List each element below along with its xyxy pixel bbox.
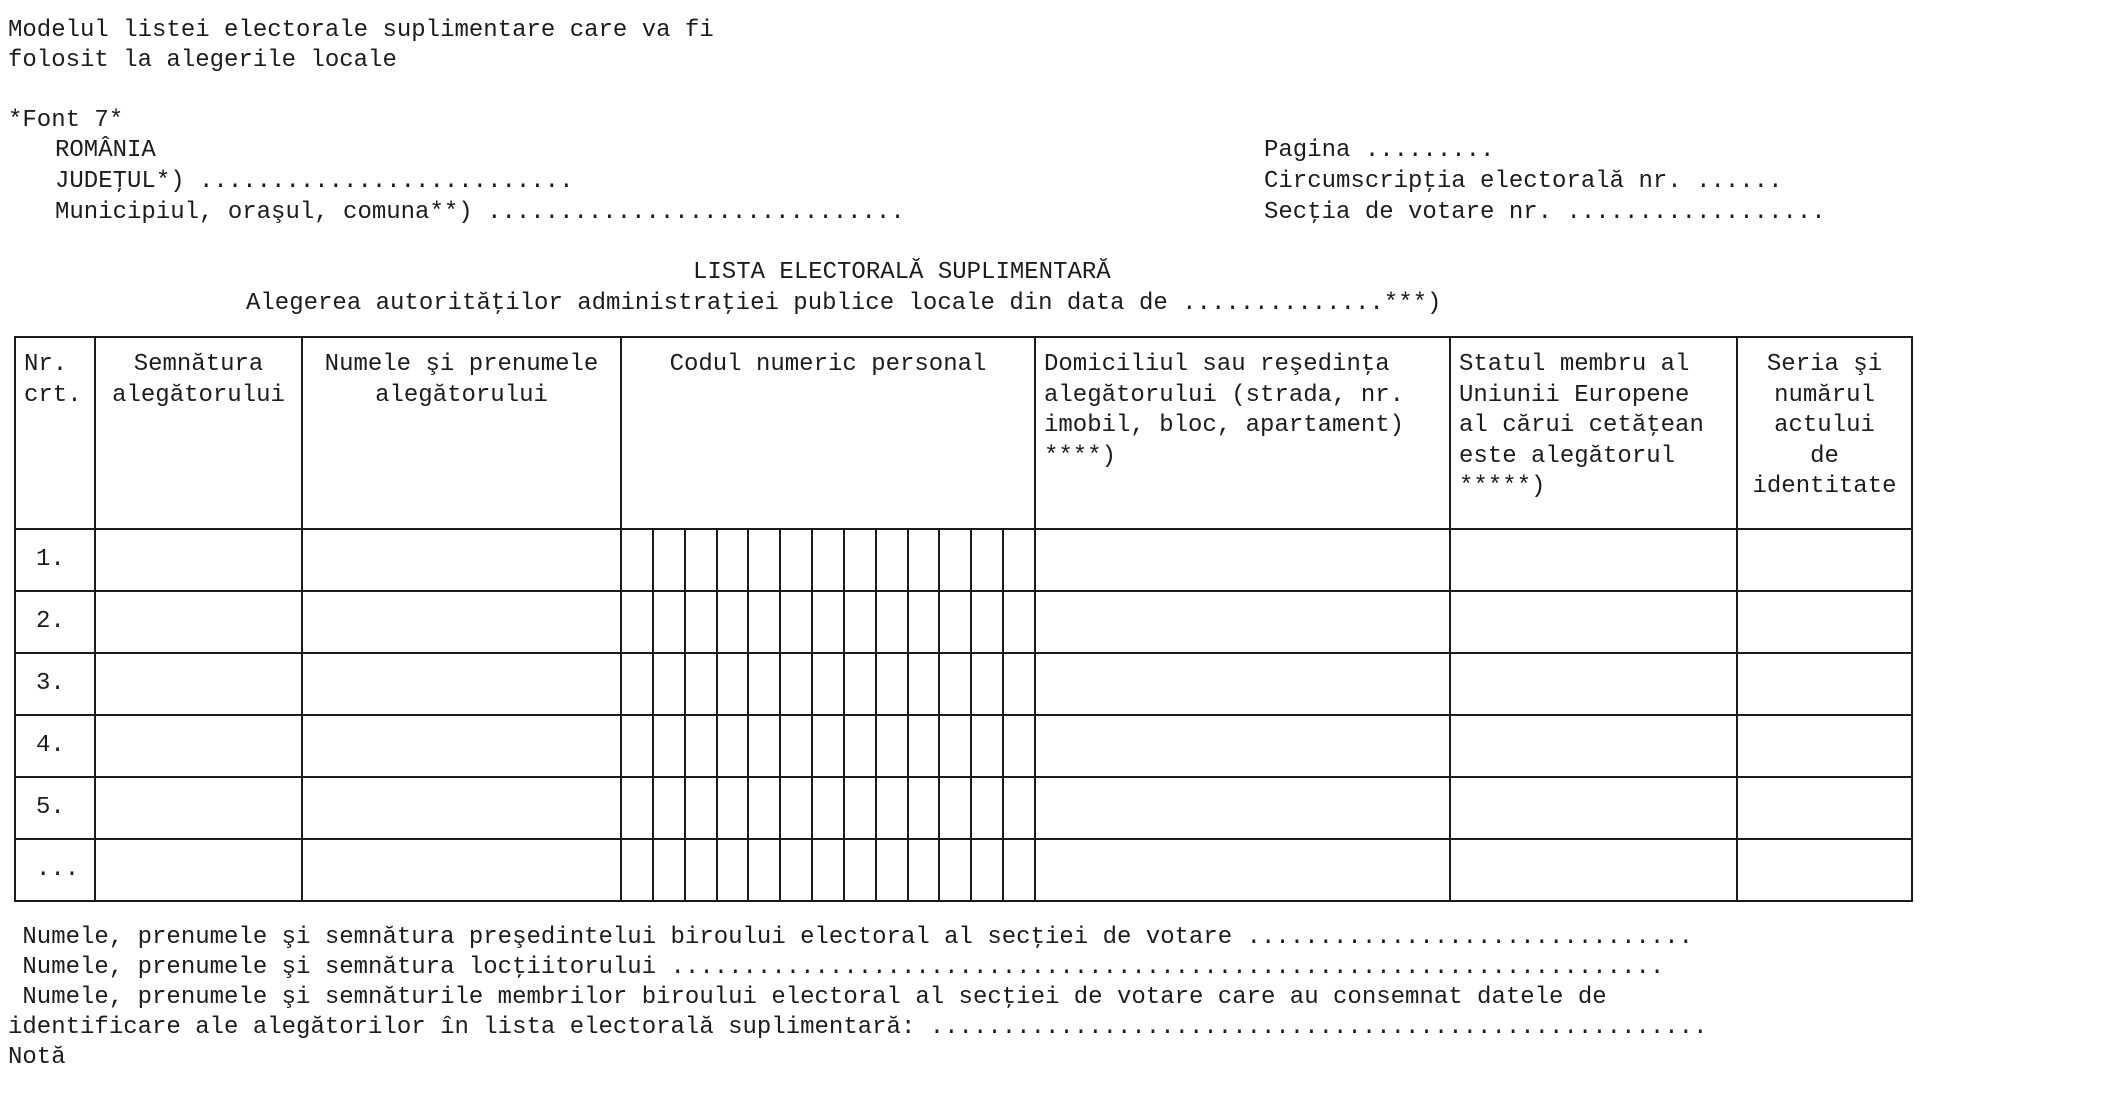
cnp-digit-box: [749, 530, 781, 590]
cnp-digit-box: [718, 716, 750, 776]
cnp-digit-box: [813, 654, 845, 714]
cnp-digit-row: [622, 840, 1034, 900]
column-header-name: [302, 337, 621, 529]
row-number: ...: [15, 839, 95, 901]
column-header-address: [1035, 337, 1450, 529]
eu-state-cell: [1450, 839, 1737, 901]
cnp-digit-row: [622, 716, 1034, 776]
column-header-line: Codul numeric personal: [669, 351, 987, 378]
cnp-digit-box: [940, 592, 972, 652]
name-cell: [302, 839, 621, 901]
row-number: 1.: [15, 529, 95, 591]
cnp-digit-box: [781, 530, 813, 590]
cnp-digit-box: [749, 654, 781, 714]
cnp-digit-box: [718, 840, 750, 900]
country-label: ROMÂNIA: [55, 137, 156, 164]
column-header-line: actului: [1774, 412, 1875, 439]
signature-cell: [95, 777, 302, 839]
cnp-digit-box: [686, 592, 718, 652]
column-header-line: alegătorului (strada, nr.: [1044, 381, 1405, 409]
footer-members-signature-cont: identificare ale alegătorilor în lista electorală suplimentară: ......................................................: [8, 1014, 1708, 1041]
cnp-digit-box: [749, 778, 781, 838]
address-cell: [1035, 715, 1450, 777]
cnp-digit-box: [622, 716, 654, 776]
column-header-line: Uniunii Europene: [1459, 381, 1690, 409]
table-row: [15, 591, 1912, 653]
cnp-digit-box: [654, 778, 686, 838]
cnp-digit-row: [622, 530, 1034, 590]
cnp-digit-box: [940, 840, 972, 900]
cnp-digit-box: [749, 840, 781, 900]
signature-cell: [95, 591, 302, 653]
column-header-line: numărul: [1774, 381, 1875, 409]
column-header-eu-state: [1450, 337, 1737, 529]
cnp-digit-box: [972, 654, 1004, 714]
cnp-digit-box: [686, 716, 718, 776]
cnp-digit-box: [877, 716, 909, 776]
cnp-digit-box: [972, 592, 1004, 652]
name-cell: [302, 715, 621, 777]
cnp-digit-box: [622, 530, 654, 590]
cnp-digit-box: [813, 778, 845, 838]
signature-cell: [95, 653, 302, 715]
id-document-cell: [1737, 839, 1912, 901]
cnp-digit-box: [1004, 530, 1034, 590]
cnp-digit-box: [909, 530, 941, 590]
cnp-boxes: [621, 715, 1035, 777]
table-row: [15, 653, 1912, 715]
id-document-cell: [1737, 715, 1912, 777]
cnp-digit-box: [909, 654, 941, 714]
row-number: 5.: [15, 777, 95, 839]
cnp-digit-box: [781, 654, 813, 714]
id-document-cell: [1737, 777, 1912, 839]
id-document-cell: [1737, 529, 1912, 591]
cnp-digit-box: [845, 778, 877, 838]
page-number-field: Pagina .........: [1264, 137, 1495, 164]
cnp-digit-box: [909, 778, 941, 838]
cnp-digit-box: [972, 840, 1004, 900]
cnp-digit-box: [1004, 716, 1034, 776]
cnp-digit-box: [781, 840, 813, 900]
address-cell: [1035, 653, 1450, 715]
address-cell: [1035, 777, 1450, 839]
cnp-digit-box: [845, 654, 877, 714]
eu-state-cell: [1450, 653, 1737, 715]
cnp-digit-box: [654, 716, 686, 776]
cnp-digit-box: [718, 778, 750, 838]
signature-cell: [95, 529, 302, 591]
document-subtitle: Alegerea autorităţilor administraţiei publice locale din data de ..............***): [246, 290, 1442, 317]
cnp-digit-box: [1004, 778, 1034, 838]
name-cell: [302, 591, 621, 653]
locality-field: Municipiul, oraşul, comuna**) .............................: [55, 199, 905, 226]
constituency-field: Circumscripţia electorală nr. ......: [1264, 168, 1783, 195]
cnp-digit-box: [972, 530, 1004, 590]
cnp-digit-box: [909, 716, 941, 776]
row-number: 4.: [15, 715, 95, 777]
model-title-line2: folosit la alegerile locale: [8, 47, 397, 74]
eu-state-cell: [1450, 777, 1737, 839]
cnp-digit-box: [845, 716, 877, 776]
name-cell: [302, 777, 621, 839]
model-title-line1: Modelul listei electorale suplimentare care va fi: [8, 17, 714, 44]
eu-state-cell: [1450, 591, 1737, 653]
cnp-digit-row: [622, 592, 1034, 652]
table-row: [15, 839, 1912, 901]
column-header-line: Seria şi: [1766, 351, 1883, 378]
cnp-digit-box: [686, 654, 718, 714]
cnp-digit-box: [1004, 840, 1034, 900]
footer-deputy-signature: Numele, prenumele şi semnătura locţiitorului .....................................................................: [8, 954, 1665, 981]
footer-president-signature: Numele, prenumele şi semnătura preşedintelui biroului electoral al secţiei de votare ...............................: [8, 924, 1694, 951]
row-number: 2.: [15, 591, 95, 653]
cnp-digit-box: [781, 716, 813, 776]
table-row: [15, 715, 1912, 777]
column-header-line: Nr.: [24, 351, 68, 378]
column-header-line: identitate: [1752, 473, 1897, 500]
cnp-digit-box: [718, 530, 750, 590]
cnp-digit-box: [718, 654, 750, 714]
column-header-line: crt.: [24, 381, 82, 409]
name-cell: [302, 529, 621, 591]
column-header-line: al cărui cetăţean: [1459, 412, 1704, 439]
cnp-digit-box: [718, 592, 750, 652]
column-header-line: alegătorului: [112, 381, 285, 409]
address-cell: [1035, 529, 1450, 591]
cnp-digit-box: [654, 654, 686, 714]
cnp-digit-box: [781, 592, 813, 652]
signature-cell: [95, 715, 302, 777]
footer-members-signature: Numele, prenumele şi semnăturile membrilor biroului electoral al secţiei de votare care au consemnat datele de: [8, 984, 1607, 1011]
cnp-boxes: [621, 591, 1035, 653]
cnp-digit-box: [813, 840, 845, 900]
cnp-digit-box: [940, 716, 972, 776]
column-header-line: ****): [1044, 442, 1117, 470]
cnp-digit-box: [813, 716, 845, 776]
cnp-boxes: [621, 839, 1035, 901]
cnp-digit-box: [972, 716, 1004, 776]
cnp-digit-box: [877, 654, 909, 714]
signature-cell: [95, 839, 302, 901]
address-cell: [1035, 591, 1450, 653]
cnp-digit-box: [686, 778, 718, 838]
column-header-line: Numele şi prenumele: [324, 351, 599, 378]
cnp-boxes: [621, 653, 1035, 715]
row-number: 3.: [15, 653, 95, 715]
address-cell: [1035, 839, 1450, 901]
cnp-digit-box: [1004, 654, 1034, 714]
cnp-digit-box: [940, 778, 972, 838]
table-body: [15, 337, 1912, 901]
cnp-digit-box: [749, 716, 781, 776]
table-row: [15, 529, 1912, 591]
cnp-digit-box: [686, 840, 718, 900]
id-document-cell: [1737, 653, 1912, 715]
cnp-digit-box: [749, 592, 781, 652]
cnp-digit-box: [845, 592, 877, 652]
id-document-cell: [1737, 591, 1912, 653]
column-header-line: Domiciliul sau reşedinţa: [1044, 351, 1390, 378]
cnp-boxes: [621, 777, 1035, 839]
column-header-cnp: [621, 337, 1035, 529]
table-header-row: [15, 337, 1912, 529]
cnp-digit-box: [622, 592, 654, 652]
cnp-digit-box: [686, 530, 718, 590]
cnp-digit-box: [813, 592, 845, 652]
column-header-line: Statul membru al: [1459, 351, 1690, 378]
cnp-digit-row: [622, 654, 1034, 714]
cnp-digit-box: [622, 778, 654, 838]
county-field: JUDEŢUL*) ..........................: [55, 168, 574, 195]
electoral-list-table: [14, 336, 1913, 902]
table-row: [15, 777, 1912, 839]
cnp-digit-box: [654, 840, 686, 900]
cnp-digit-box: [845, 530, 877, 590]
cnp-digit-box: [781, 778, 813, 838]
cnp-digit-box: [877, 778, 909, 838]
eu-state-cell: [1450, 715, 1737, 777]
cnp-digit-box: [654, 530, 686, 590]
column-header-id-document: [1737, 337, 1912, 529]
cnp-digit-box: [1004, 592, 1034, 652]
cnp-digit-box: [877, 592, 909, 652]
column-header-line: este alegătorul: [1459, 442, 1676, 470]
name-cell: [302, 653, 621, 715]
eu-state-cell: [1450, 529, 1737, 591]
column-header-line: imobil, bloc, apartament): [1044, 412, 1405, 439]
document-title: LISTA ELECTORALĂ SUPLIMENTARĂ: [693, 259, 1111, 286]
column-header-nr: [15, 337, 95, 529]
cnp-boxes: [621, 529, 1035, 591]
column-header-line: *****): [1459, 473, 1546, 500]
cnp-digit-box: [909, 840, 941, 900]
font-note: *Font 7*: [8, 107, 124, 134]
column-header-line: Semnătura: [133, 351, 264, 378]
column-header-line: alegătorului: [375, 381, 548, 409]
cnp-digit-box: [940, 530, 972, 590]
cnp-digit-box: [845, 840, 877, 900]
cnp-digit-box: [972, 778, 1004, 838]
cnp-digit-row: [622, 778, 1034, 838]
cnp-digit-box: [622, 840, 654, 900]
cnp-digit-box: [654, 592, 686, 652]
cnp-digit-box: [877, 840, 909, 900]
footer-note: Notă: [8, 1044, 66, 1071]
cnp-digit-box: [877, 530, 909, 590]
cnp-digit-box: [813, 530, 845, 590]
cnp-digit-box: [940, 654, 972, 714]
polling-section-field: Secţia de votare nr. ..................: [1264, 199, 1826, 226]
column-header-signature: [95, 337, 302, 529]
cnp-digit-box: [622, 654, 654, 714]
cnp-digit-box: [909, 592, 941, 652]
column-header-line: de: [1810, 442, 1839, 470]
